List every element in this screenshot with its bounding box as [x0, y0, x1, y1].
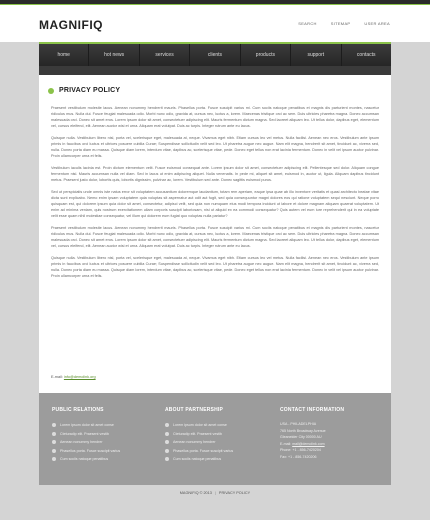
- footer-link[interactable]: [52, 438, 152, 447]
- footer-heading: CONTACT INFORMATION: [280, 407, 345, 413]
- utility-links: [298, 21, 390, 26]
- policy-text: [51, 105, 379, 285]
- nav-underbar: [39, 66, 391, 75]
- page-title-row: [48, 87, 120, 94]
- nav-item-hot-news[interactable]: hot news: [89, 44, 139, 66]
- nav-item-support[interactable]: support: [291, 44, 341, 66]
- bullet-icon: [52, 440, 56, 444]
- footer-link[interactable]: [52, 455, 152, 464]
- footer-link-label: Phasellus porta. Fusce suscipit varius: [173, 448, 234, 453]
- separator: |: [214, 491, 216, 495]
- bullet-icon: [52, 457, 56, 461]
- bullet-icon: [165, 432, 169, 436]
- contact-line: 765 North Broadway Avenue: [280, 428, 326, 433]
- paragraph: Sed ut perspiciatis unde omnis iste natus error sit voluptatem accusantium doloremque laudantium, totam rem aperiam, eaque ipsa quae ab illo inventore veritatis et quasi architecto beatae vitae dicta sunt explicabo. Nemo enim ipsam voluptatem quia voluptas sit aspernatur aut odit aut fugit, sed quia consequuntur magni dolores eos qui ratione voluptatem sequi nesciunt. Neque porro quisquam est, qui dolorem ipsum quia dolor sit amet, consectetur, adipisci velit, sed quia non numquam eius modi tempora incidunt ut labore et dolore magnam aliquam quaerat voluptatem. Ut enim ad minima veniam, quis nostrum exercitationem ullam corporis suscipit laboriosam, nisi ut aliquid ex ea commodi consequatur? Quis autem vel eum iure reprehenderit qui in ea voluptate velit esse quam nihil molestiae consequatur, vel illum qui dolorem eum fugiat quo voluptas nulla pariatur?: [51, 190, 379, 218]
- footer-col-public-relations: [52, 407, 152, 464]
- footer-link-label: Lorem ipsum dolor sit amet conse: [60, 423, 114, 427]
- contact-line: Phone: +1 - 856-7420204: [280, 448, 321, 453]
- footer-link[interactable]: [165, 438, 265, 447]
- footer-link[interactable]: [165, 447, 265, 456]
- header: [0, 5, 430, 42]
- bullet-icon: [52, 423, 56, 427]
- nav-item-products[interactable]: products: [241, 44, 291, 66]
- bullet-icon: [165, 440, 169, 444]
- nav-item-services[interactable]: services: [140, 44, 190, 66]
- bottom-bar: [0, 485, 430, 520]
- contact-email-link[interactable]: mail@demolink.com: [292, 441, 325, 446]
- footer-link-label: Lorem ipsum dolor sit amet conse: [173, 423, 227, 427]
- footer-link-label: Cum sociis natoque penatibus: [173, 457, 222, 461]
- email-line: [51, 375, 96, 379]
- footer-link-label: Aenean nonummy hendrer: [173, 440, 216, 444]
- footer-link-label: Aenean nonummy hendrer: [60, 440, 103, 444]
- privacy-policy-link[interactable]: PRIVACY POLICY: [218, 491, 251, 495]
- paragraph: Quisque nulla. Vestibulum libero nisl, porta vel, scelerisque eget, malesuada at, neque. Vivamus eget nibh. Etiam cursus leo vel metus. Nulla facilisi. Aenean nec eros. Vestibulum ante ipsum primis in faucibus orci luctus et ultrices posuere cubilia Curae; Suspendisse sollicitudin velit sed leo. Ut pharetra augue nec augue. Nam elit magna, hendrerit sit amet, tincidunt ac, viverra sed, nulla. Donec porta diam eu massa. Quisque diam lorem, interdum vitae, dapibus ac, scelerisque vitae, pede. Donec eget tellus non erat lacinia fermentum. Donec in velit vel ipsum auctor pulvinar. Proin ullamcorper urna et felis.: [51, 136, 379, 158]
- footer-link-label: Cteturadip elit. Praesent vestib: [173, 431, 222, 436]
- footer-link[interactable]: [165, 430, 265, 439]
- footer-list: [165, 421, 265, 464]
- contact-email-line: [280, 441, 385, 448]
- bullet-icon: [165, 449, 169, 453]
- footer-link-label: Cteturadip elit. Praesent vestib: [60, 431, 109, 436]
- footer-link[interactable]: [52, 421, 152, 430]
- footer-link[interactable]: [165, 421, 265, 430]
- paragraph: Vestibulum iaculis lacinia est. Proin dictum elementum velit. Fusce euismod consequat ante. Lorem ipsum dolor sit amet, consectetuer adipiscing elit. Pellentesque sed dolor. Aliquam congue fermentum nisl. Mauris accumsan nulla vel diam. Sed in lacus ut enim adipiscing aliquet. Nulla venenatis. In pede mi, aliquet sit amet, euismod in, auctor ut, ligula. Aliquam dapibus tincidunt metus. Praesent justo dolor, lobortis quis, lobortis dignissim, pulvinar ac, lorem. Vestibulum sed ante. Donec sagittis euismod purus.: [51, 166, 379, 182]
- contact-line: USA - PHILADELPHIA: [280, 422, 317, 426]
- bullet-icon: [165, 423, 169, 427]
- footer-col-about-partnership: [165, 407, 265, 464]
- page-title: PRIVACY POLICY: [59, 87, 121, 94]
- paragraph: Praesent vestibulum molestie lacus. Aenean nonummy hendrerit mauris. Phasellus porta. Fusce suscipit varius mi. Cum sociis natoque penatibus et magnis dis parturient montes, nascetur ridiculus mus. Nulla dui. Fusce feugiat malesuada odio. Morbi nunc odio, gravida at, cursus nec, luctus a, lorem. Maecenas tristique orci ac sem. Duis ultricies pharetra magna. Donec accumsan malesuada orci. Donec sit amet eros. Lorem ipsum dolor sit amet, consectetuer adipiscing elit. Mauris fermentum dictum magna. Sed laoreet aliquam leo. Ut tellus dolor, dapibus eget, elementum vel, cursus eleifend, elit. Aenean auctor wisi et urna. Aliquam erat volutpat. Duis ac turpis. Integer rutrum ante eu lacus.: [51, 226, 379, 248]
- nav-item-clients[interactable]: clients: [190, 44, 240, 66]
- main-content: [39, 75, 391, 393]
- footer-list: [52, 421, 152, 464]
- paragraph: Praesent vestibulum molestie lacus. Aenean nonummy hendrerit mauris. Phasellus porta. Fusce suscipit varius mi. Cum sociis natoque penatibus et magnis dis parturient montes, nascetur ridiculus mus. Nulla dui. Fusce feugiat malesuada odio. Morbi nunc odio, gravida at, cursus nec, luctus a, lorem. Maecenas tristique orci ac sem. Duis ultricies pharetra magna. Donec accumsan malesuada orci. Donec sit amet eros. Lorem ipsum dolor sit amet, consectetuer adipiscing elit. Mauris fermentum dictum magna. Sed laoreet aliquam leo. Ut tellus dolor, dapibus eget, elementum vel, cursus eleifend, elit. Aenean auctor wisi et urna. Aliquam erat volutpat. Duis ac turpis. Integer rutrum ante eu lacus.: [51, 106, 379, 128]
- bullet-icon: [165, 457, 169, 461]
- footer-link[interactable]: [52, 447, 152, 456]
- contact-line: Gleaneider City 00000 AU: [280, 435, 322, 440]
- nav-item-contacts[interactable]: contacts: [356, 52, 376, 58]
- email-label: E-mail:: [51, 375, 63, 379]
- footer: [39, 393, 391, 485]
- main-nav: [39, 42, 391, 66]
- title-bullet-icon: [48, 88, 54, 94]
- footer-col-contact-information: [280, 407, 385, 461]
- contact-line: Fax: +1 - 856-7420206: [280, 454, 317, 459]
- email-link[interactable]: info@demolink.org: [63, 375, 96, 379]
- footer-link[interactable]: [165, 455, 265, 464]
- paragraph: Quisque nulla. Vestibulum libero nisl, porta vel, scelerisque eget, malesuada at, neque. Vivamus eget nibh. Etiam cursus leo vel metus. Nulla facilisi. Aenean nec eros. Vestibulum ante ipsum primis in faucibus orci luctus et ultrices posuere cubilia Curae; Suspendisse sollicitudin velit sed leo. Ut pharetra augue nec augue. Nam elit magna, hendrerit sit amet, tincidunt ac, viverra sed, nulla. Donec porta diam eu massa. Quisque diam lorem, interdum vitae, dapibus ac, scelerisque vitae, pede. Donec eget tellus non erat lacinia fermentum. Donec in velit vel ipsum auctor pulvinar. Proin ullamcorper urna et felis.: [51, 256, 379, 278]
- user-area-link[interactable]: USER AREA: [364, 21, 390, 26]
- footer-link-label: Phasellus porta. Fusce suscipit varius: [60, 448, 121, 453]
- footer-heading: PUBLIC RELATIONS: [52, 407, 104, 413]
- bullet-icon: [52, 449, 56, 453]
- contact-email-label: E-mail:: [280, 441, 292, 446]
- sitemap-link[interactable]: SITEMAP: [330, 21, 351, 26]
- search-link[interactable]: SEARCH: [298, 21, 317, 26]
- bullet-icon: [52, 432, 56, 436]
- footer-link-label: Cum sociis natoque penatibus: [60, 457, 109, 461]
- footer-heading: ABOUT PARTNERSHIP: [165, 407, 224, 413]
- copyright: [0, 491, 430, 495]
- copyright-text: MAGNIFIQ © 2013: [179, 491, 212, 495]
- footer-link[interactable]: [52, 430, 152, 439]
- nav-item-home[interactable]: home: [39, 44, 89, 66]
- site-logo[interactable]: MAGNIFIQ: [39, 18, 103, 32]
